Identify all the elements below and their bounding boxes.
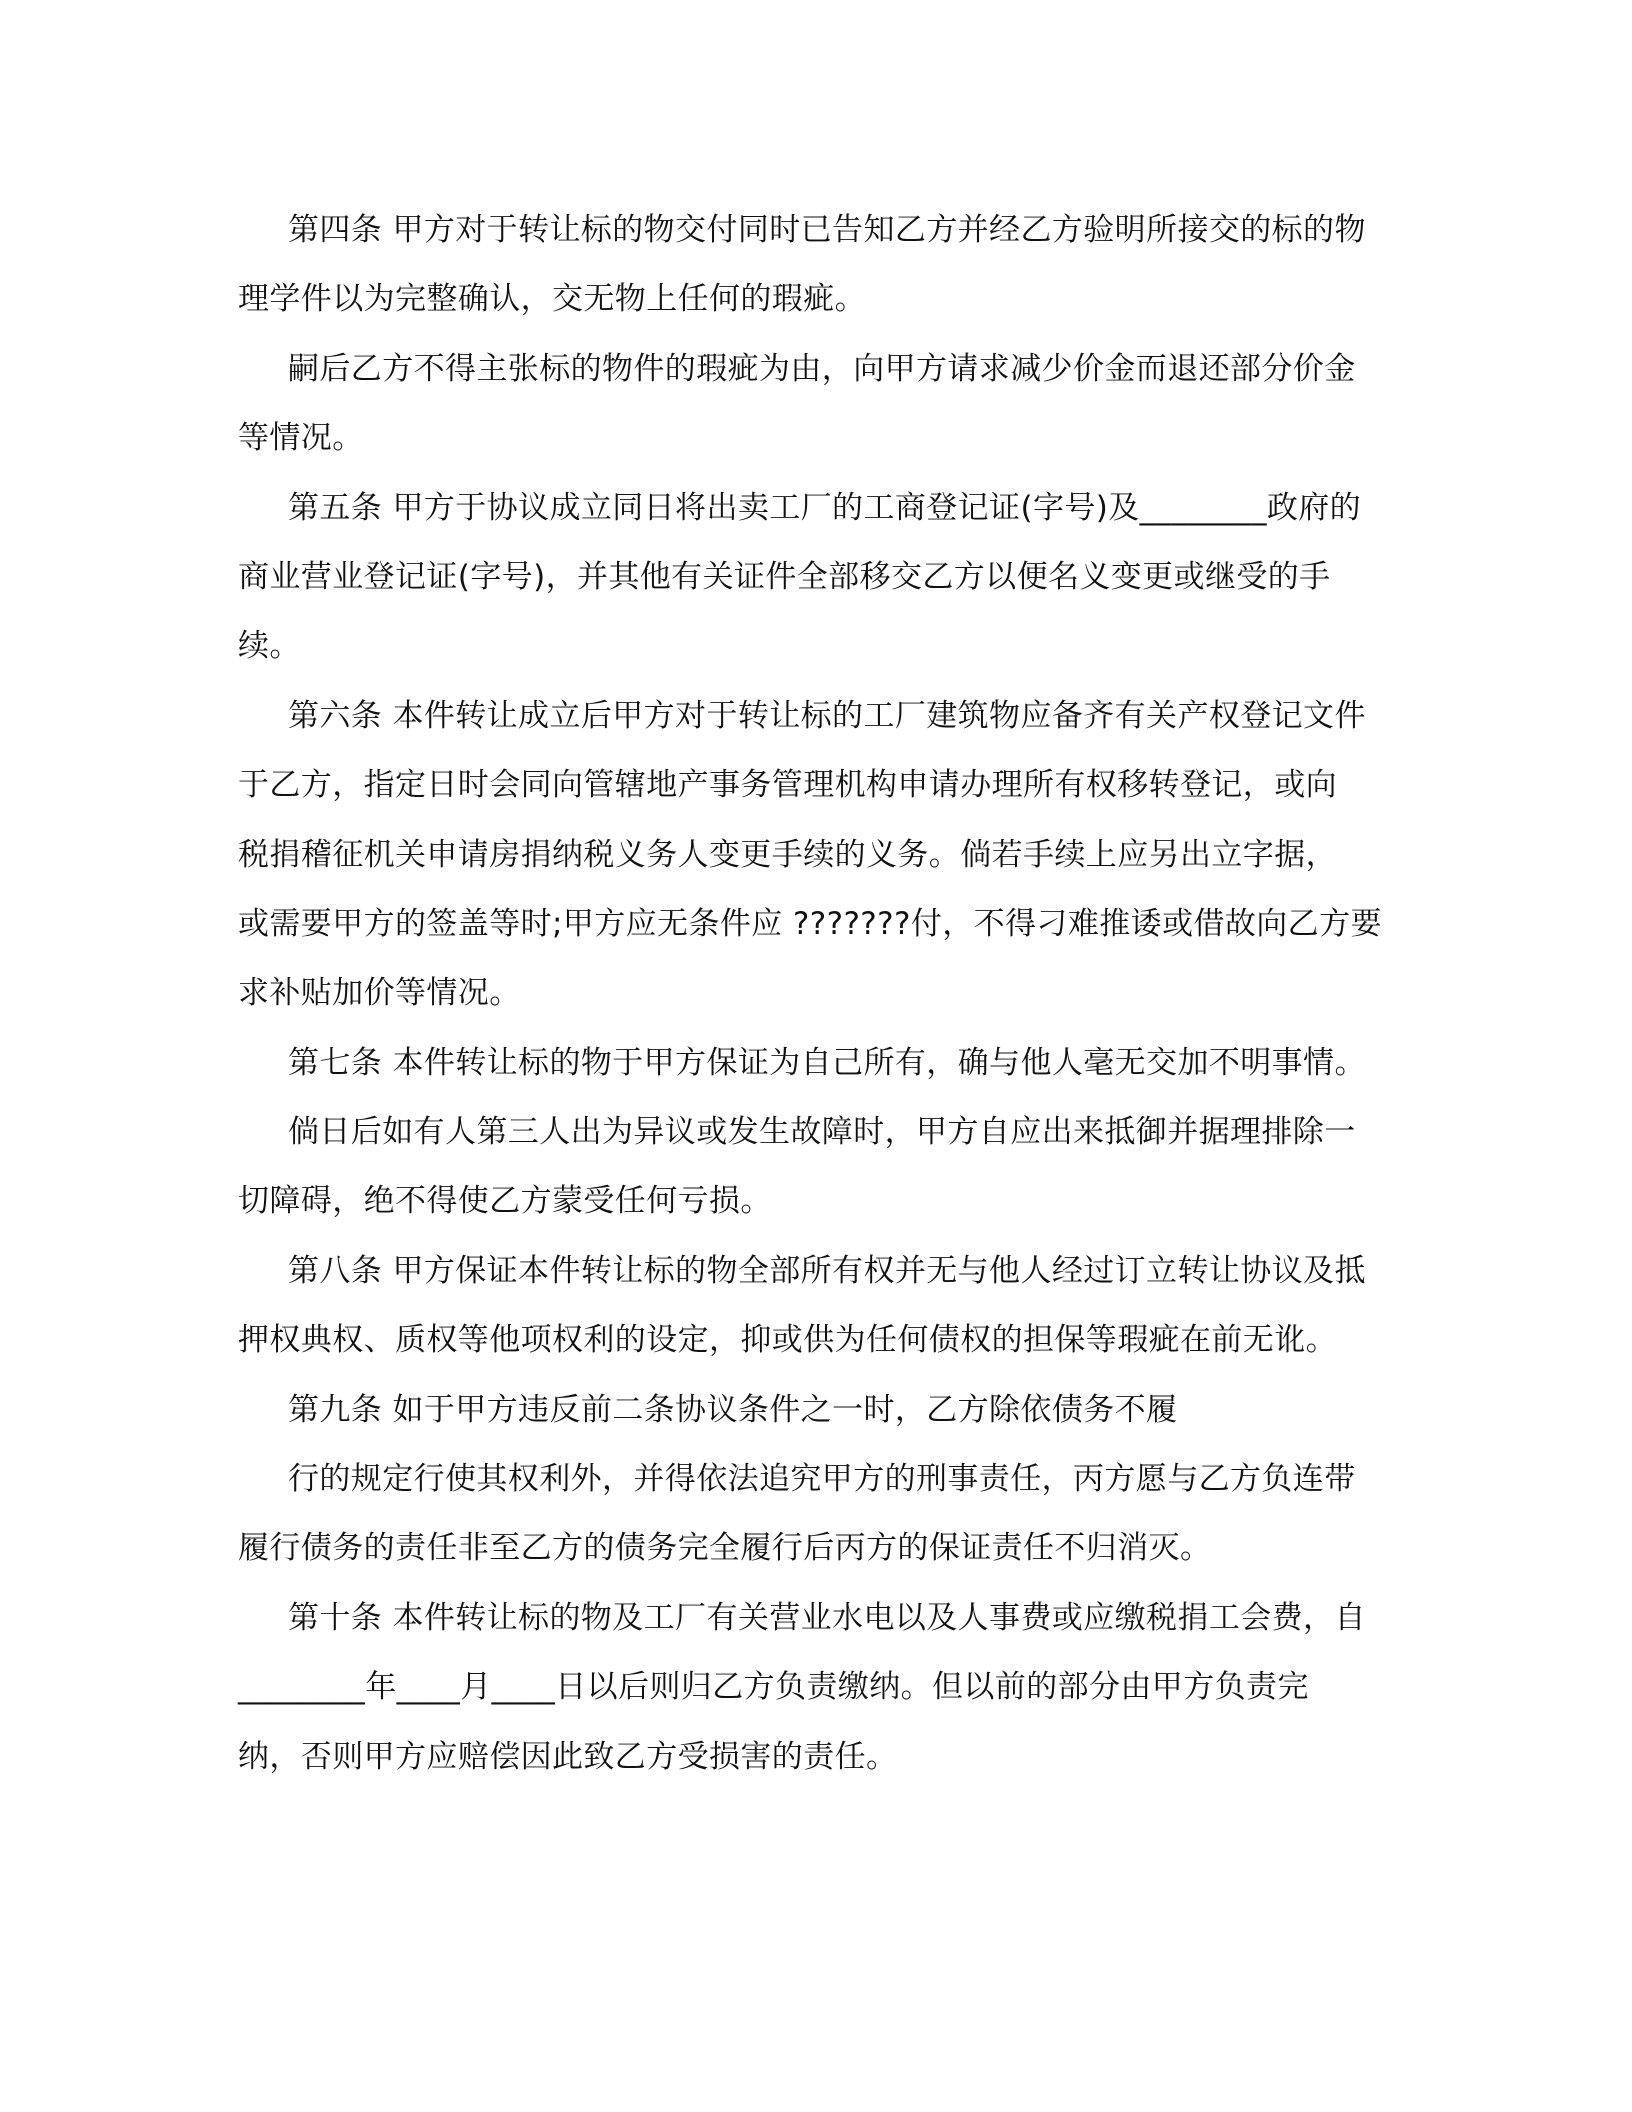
text-line: 第四条 甲方对于转让标的物交付同时已告知乙方并经乙方验明所接交的标的物 xyxy=(288,212,1366,248)
text-line: 于乙方，指定日时会同向管辖地产事务管理机构申请办理所有权移转登记，或向 xyxy=(238,767,1337,804)
text-line: 税捐稽征机关申请房捐纳税义务人变更手续的义务。倘若手续上应另出立字据， xyxy=(238,836,1337,873)
text-line: 押权典权、质权等他项权利的设定，抑或供为任何债权的担保等瑕疵在前无讹。 xyxy=(238,1322,1337,1359)
text-line: 理学件以为完整确认，交无物上任何的瑕疵。 xyxy=(238,281,866,318)
text-line: ________年____月____日以后则归乙方负责缴纳。但以前的部分由甲方负责完 xyxy=(238,1669,1309,1706)
text-line: 第十条 本件转让标的物及工厂有关营业水电以及人事费或应缴税捐工会费，自 xyxy=(288,1599,1366,1636)
text-line: 商业营业登记证(字号)，并其他有关证件全部移交乙方以便名义变更或继受的手 xyxy=(238,558,1331,595)
text-line: 第八条 甲方保证本件转让标的物全部所有权并无与他人经过订立转让协议及抵 xyxy=(288,1252,1366,1289)
text-line: 求补贴加价等情况。 xyxy=(238,975,521,1012)
text-line: 切障碍，绝不得使乙方蒙受任何亏损。 xyxy=(238,1183,772,1220)
text-line: 第七条 本件转让标的物于甲方保证为自己所有，确与他人毫无交加不明事情。 xyxy=(288,1044,1366,1081)
text-line: 行的规定行使其权利外，并得依法追究甲方的刑事责任，丙方愿与乙方负连带 xyxy=(288,1461,1356,1498)
text-line: 履行债务的责任非至乙方的债务完全履行后丙方的保证责任不归消灭。 xyxy=(238,1530,1212,1567)
text-line: 纳，否则甲方应赔偿因此致乙方受损害的责任。 xyxy=(238,1738,898,1775)
text-line: 第六条 本件转让成立后甲方对于转让标的工厂建筑物应备齐有关产权登记文件 xyxy=(288,697,1366,734)
text-line: 第五条 甲方于协议成立同日将出卖工厂的工商登记证(字号)及________政府的 xyxy=(288,489,1362,526)
text-line: 嗣后乙方不得主张标的物件的瑕疵为由，向甲方请求减少价金而退还部分价金 xyxy=(288,350,1356,387)
text-line: 或需要甲方的签盖等时;甲方应无条件应 ???????付，不得刁难推诿或借故向乙方要 xyxy=(238,905,1382,942)
text-line: 第九条 如于甲方违反前二条协议条件之一时，乙方除依债务不履 xyxy=(288,1391,1178,1428)
text-line: 倘日后如有人第三人出为异议或发生故障时，甲方自应出来抵御并据理排除一 xyxy=(288,1114,1356,1151)
text-line: 续。 xyxy=(238,628,301,665)
document-body xyxy=(238,196,1398,1792)
text-line: 等情况。 xyxy=(238,420,364,457)
